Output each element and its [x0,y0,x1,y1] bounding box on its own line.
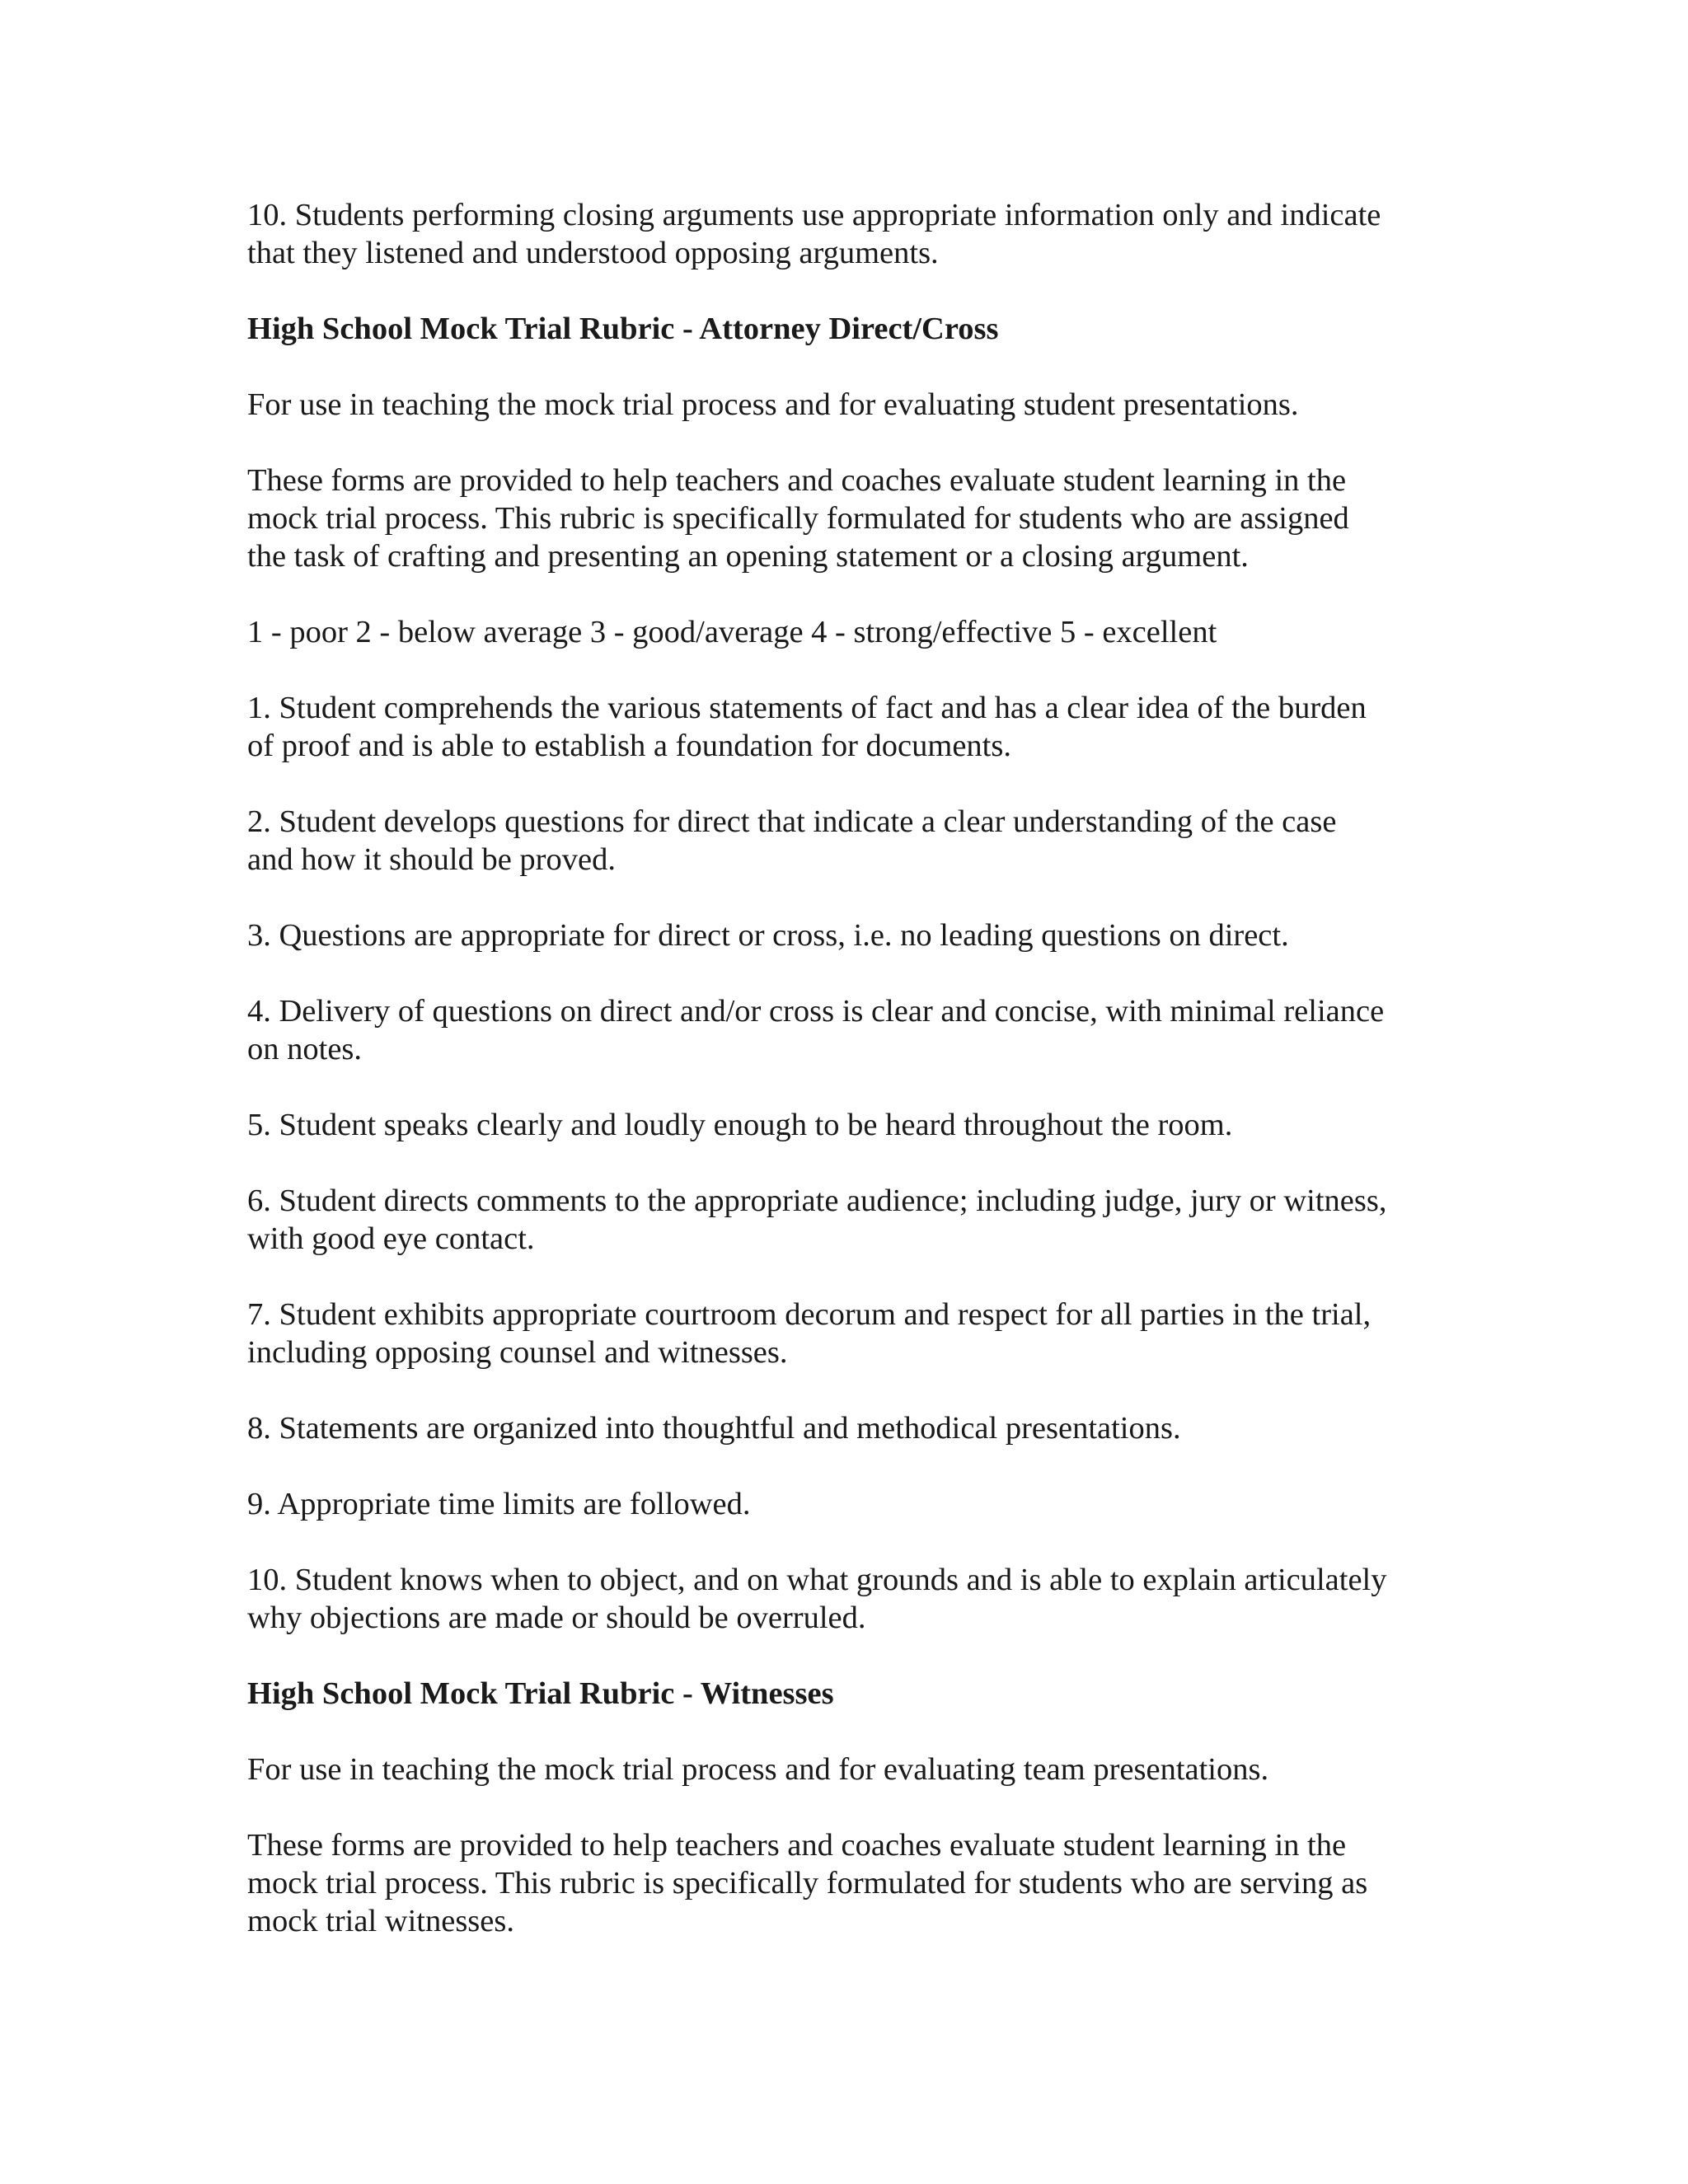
text-line: These forms are provided to help teachers and coaches evaluate student learning in the [247,463,1347,498]
text-line: 1. Student comprehends the various statements of fact and has a clear idea of the burden [247,691,1367,725]
paragraph [247,803,1451,879]
paragraph [247,1485,1451,1523]
text-line: 5. Student speaks clearly and loudly enough to be heard throughout the room. [247,1108,1233,1142]
text-line: 10. Students performing closing arguments use appropriate information only and indicate [247,198,1381,232]
text-line: These forms are provided to help teachers and coaches evaluate student learning in the [247,1828,1347,1863]
section-heading [247,1675,1451,1713]
text-line: 2. Student develops questions for direct that indicate a clear understanding of the case [247,804,1337,839]
paragraph [247,916,1451,954]
text-line: the task of crafting and presenting an opening statement or a closing argument. [247,539,1249,574]
text-line: and how it should be proved. [247,842,616,877]
paragraph [247,1409,1451,1447]
paragraph [247,613,1451,651]
paragraph [247,1750,1451,1788]
text-line: of proof and is able to establish a foundation for documents. [247,729,1011,763]
text-line: High School Mock Trial Rubric - Attorney Direct/Cross [247,312,999,346]
section-heading [247,310,1451,348]
text-line: mock trial witnesses. [247,1904,514,1938]
paragraph [247,1826,1451,1940]
text-line: 9. Appropriate time limits are followed. [247,1487,751,1521]
text-line: 3. Questions are appropriate for direct or cross, i.e. no leading questions on direct. [247,918,1289,953]
paragraph [247,1182,1451,1258]
text-line: that they listened and understood opposing arguments. [247,236,939,270]
text-line: 1 - poor 2 - below average 3 - good/average 4 - strong/effective 5 - excellent [247,615,1217,649]
text-line: 10. Student knows when to object, and on what grounds and is able to explain articulately [247,1563,1387,1597]
text-line: on notes. [247,1032,363,1066]
paragraph [247,386,1451,424]
text-line: including opposing counsel and witnesses. [247,1335,788,1370]
paragraph [247,1296,1451,1371]
text-line: 6. Student directs comments to the appropriate audience; including judge, jury or witness, [247,1183,1387,1218]
text-line: For use in teaching the mock trial process and for evaluating student presentations. [247,387,1299,422]
paragraph [247,1561,1451,1637]
text-line: 7. Student exhibits appropriate courtroom decorum and respect for all parties in the trial, [247,1297,1372,1332]
paragraph [247,689,1451,765]
paragraph [247,462,1451,575]
text-line: mock trial process. This rubric is specifically formulated for students who are assigned [247,501,1349,536]
text-line: High School Mock Trial Rubric - Witnesses [247,1676,834,1711]
text-line: with good eye contact. [247,1221,535,1256]
text-line: 8. Statements are organized into thoughtful and methodical presentations. [247,1411,1181,1446]
paragraph [247,196,1451,272]
paragraph [247,992,1451,1068]
text-line: why objections are made or should be overruled. [247,1601,866,1635]
paragraph [247,1106,1451,1144]
text-line: 4. Delivery of questions on direct and/or cross is clear and concise, with minimal reliance [247,994,1385,1029]
text-line: mock trial process. This rubric is specifically formulated for students who are serving as [247,1866,1368,1900]
text-line: For use in teaching the mock trial process and for evaluating team presentations. [247,1752,1269,1787]
document-page [247,196,1451,1978]
